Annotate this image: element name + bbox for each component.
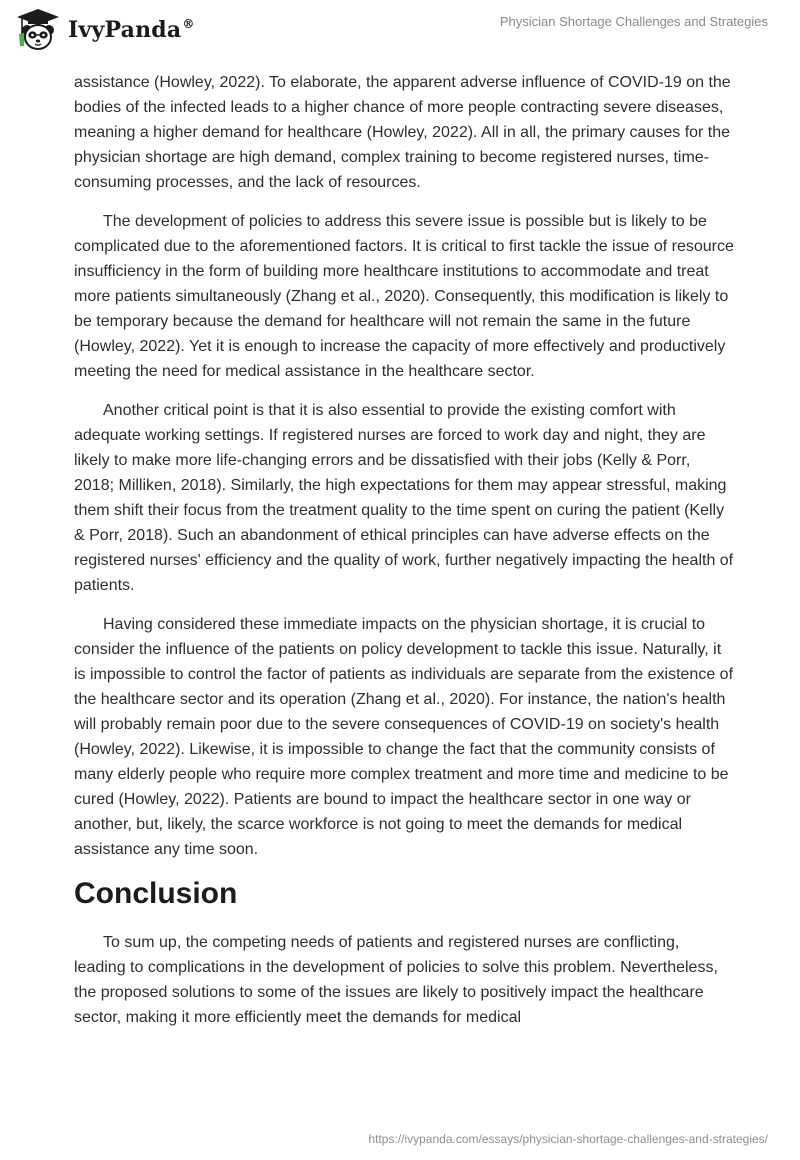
logo-text: IvyPanda [68, 17, 182, 43]
conclusion-heading: Conclusion [74, 877, 238, 910]
paragraph-4: Having considered these immediate impacts on the physician shortage, it is crucial to consider the influence of the patients on policy development to tackle this issue. Naturally, it is impossible to control the factor of patients as individuals are separate from the existence of the healthcare sector and its operation (Zhang et al., 2020). For instance, the nation's health will probably remain poor due to the severe consequences of COVID-19 on society's health (Howley, 2022). Likewise, it is impossible to change the fact that the community consists of many elderly people who require more complex treatment and more time and medicine to be cured (Howley, 2022). Patients are bound to impact the healthcare sector in one way or another, but, likely, the scarce workforce is not going to meet the demands for medical assistance any time soon. [74, 616, 734, 858]
paragraph-1: assistance (Howley, 2022). To elaborate, the apparent adverse influence of COVID-19 on the bodies of the infected leads to a higher chance of more people contracting severe diseases, meaning a higher demand for healthcare (Howley, 2022). All in all, the primary causes for the physician shortage are high demand, complex training to become registered nurses, time-consuming processes, and the lack of resources. [74, 74, 731, 191]
logo-wordmark [68, 17, 195, 43]
paragraph-3: Another critical point is that it is also essential to provide the existing comfort with adequate working settings. If registered nurses are forced to work day and night, they are likely to make more life-changing errors and be dissatisfied with their jobs (Kelly & Porr, 2018; Milliken, 2018). Similarly, the high expectations for them may appear stressful, making them shift their focus from the treatment quality to the time spent on curing the patient (Kelly & Porr, 2018). Such an abandonment of ethical principles can have adverse effects on the registered nurses' efficiency and the quality of work, further negatively impacting the health of patients. [74, 402, 734, 594]
panda-graduate-icon [14, 6, 62, 54]
paragraph-2: The development of policies to address this severe issue is possible but is likely to be complicated due to the aforementioned factors. It is critical to first tackle the issue of resource insufficiency in the form of building more healthcare institutions to accommodate and treat more patients simultaneously (Zhang et al., 2020). Consequently, this modification is likely to be temporary because the demand for healthcare will not remain the same in the future (Howley, 2022). Yet it is enough to increase the capacity of more effectively and productively meeting the need for medical assistance in the healthcare sector. [74, 213, 734, 380]
ivypanda-logo[interactable] [14, 6, 195, 54]
running-title: Physician Shortage Challenges and Strategies [499, 14, 768, 29]
essay-content [74, 70, 734, 1044]
conclusion-paragraph: To sum up, the competing needs of patients and registered nurses are conflicting, leading to complications in the development of policies to solve this problem. Nevertheless, the proposed solutions to some of the issues are likely to positively impact the healthcare sector, making it more efficiently meet the demands for medical [74, 934, 718, 1026]
source-url[interactable]: https://ivypanda.com/essays/physician-shortage-challenges-and-strategies/ [368, 1132, 768, 1146]
registered-mark: ® [182, 17, 195, 31]
page-header [0, 0, 800, 70]
